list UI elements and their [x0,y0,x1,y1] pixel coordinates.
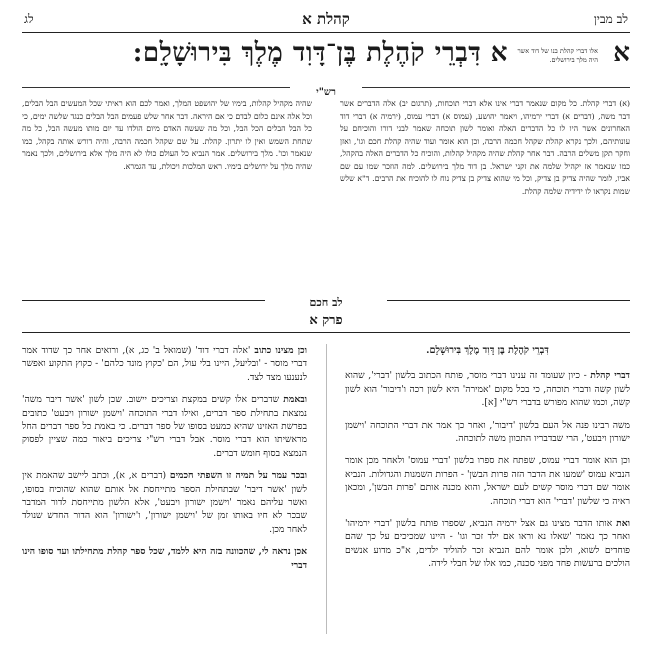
paragraph-lead: ובאמת [283,394,307,406]
column-left [22,344,307,642]
paragraph-text: - כיון שעומד זה ענינו דברי מוסר, פותח הכתוב בלשון 'דברי', שהוא לשון קשה ודברי תוכחה, כי בכל מקום 'אמירה' היא לשון רכה ו'דיבור' הוא לשון קשה, וכמו שהוא מפורש בדברי רש"י [א]. [345,370,630,409]
ornament-rule-left [22,300,265,301]
verse-quote: דִּבְרֵי קֹהֶלֶת בֶּן דָּוִד מֶלֶךְ בִּירוּשָׁלָם. [426,345,549,356]
paragraph [22,545,307,572]
paragraph [22,469,307,536]
paragraph-lead: דברי קהלת [590,370,630,382]
chapter-heading: פרק א [309,313,343,328]
rashi-text-left: שהיה מקהיל קהלות, בימיו של יהושפט המלך, ואמר לכם הוא ראיתי שכל המעשים הבל הבלים, וכל אלה אינם כלום לבדם כי אם היראה. דבר אחר שלש פעמים הבל הבלים כנגד שלשה ימים, כי כל הבל הבלים הכל הבל, וכל מה שעשה האדם מיום הולדו עד יום מותו מעשה הבל, כל מה שתחת השמש ואין לו יתרון. קהלת. על שם שקהל חכמה הרבה, והיה דורש אותה בקהל, כמו שנאמר וכו'. מלך בירושלים. אמר הנביא כל העולם כולו לא היה מלך אלא בירושלים, ולכך נאמר שהיה מלך על ירושלים בימיו. ראש המלכות ויכולת, עד הגמרא. [22,99,312,171]
paragraph-lead: אכן נראה לי, שהכוונה בזה היא ללמד, שכל ספר קהלת מתחילתו ועד סופו הינו דברי [22,546,307,571]
ornament-rule-right [387,300,630,301]
paragraph: וכן הוא אומר דברי עמוס, שפתח את ספרו בלשון 'דברי עמוס' ולאחר מכן אומר הנביא עמוס 'שמעו את הדבר הזה פרות הבשן' - הפרות השמנות והגדולות. הנביא אומר שם דברי מוסר קשים לעם ישראל, והוא מכנה אותם 'פרות הבשן', ומכאן ראיה כי שלשון 'דברי' הוא דברי תוכחה. [345,455,630,507]
ornament-label: לב חכם [309,296,343,309]
rashi-label: רש"י [310,87,342,98]
paragraph-text: (דברים א, א), וכתב ליישב שהאמת אין לשון 'אשר דיבר' שבתחילת הספר מתייחסת אל אותם שהוא שהוכיח בסופו, ואשר עליהם נאמר 'וישמן ישורון ויבעט', אלא הלשון מתייחסת לדור המדבר שבכר לא חיו באותו זמן של 'וישמן ישורון', ו'ישורון' הוא הדור החדש שנולד לאחר מכן. [22,470,307,535]
verse-title: א דִּבְרֵי קֹהֶלֶת בֶּן־דָּוִד מֶלֶךְ בִּירוּשָׁלִָם: [132,38,508,68]
rashi-column-left [22,98,312,284]
rashi-heading [22,80,630,98]
paragraph [22,393,307,460]
column-divider [326,344,327,634]
paragraph-lead: ואת [616,518,630,530]
paragraph [345,517,630,571]
chapter-rule [22,332,630,333]
running-head [22,10,630,32]
running-head-book: קהלת א [302,10,350,28]
rashi-column-right [340,98,630,284]
paragraph-lead: וכן מצינו כתוב [254,345,307,356]
paragraph-text: אותו הדבר מצינו גם אצל ירמיה הנביא, שספרו פותח בלשון 'דברי ירמיהו' ואחר כך נאמר 'שאלו נא וראו אם ילד זכר וגו' - היינו שמכיכים על כך שהם פוחדים לשוא, ולכן אומר להם הנביא זכר להוליד ילדים, א"כ מדוע אנשים הולכים ברעשות פחד מפני סכנה, כמו אלו של חבלי לידה. [345,518,630,570]
rashi-rule-left [22,87,290,88]
targum-note: אלו דברי קהלת בנו של דוד אשר היה מלך בירושלים. [517,47,598,64]
chapter-letter: א [613,38,630,68]
page [22,10,630,642]
page-number: לג [24,12,34,26]
paragraph-text: 'אלה דברי דוד' (שמואל ב' כג, א), ורואים אחר כך שדוד אמר דברי מוסר - 'ובליעל, היינו בלי עול, הם 'כקוץ מונד כלהם' - כקוץ התקוע ואפשר לנענעו מצד לצד. [22,345,307,383]
rashi-commentary [22,98,630,284]
paragraph-text: שדברים אלו קשים במקצת וצריכים יישוב. שכן לשון 'אשר דיבר משה' נמצאת בתחילת ספר דברים, ואילו דברי התוכחה 'וישמן ישורון ויבעט' כתובים בפרשת האזינו שהיא כמעט בסופו של ספר דברים. כי באמת כל ספר דברים החל מראשיתו הוא דברי מוסר. אבל דברי רש"י צריכים ביאור כמה שציין לפסוק הנמצא בסוף חומש דברים. [22,394,307,459]
paragraph [345,369,630,409]
header-rule [22,32,630,33]
title-row [22,38,630,78]
section-ornament [22,291,630,309]
rashi-text-right: (א) דברי קהלת. כל מקום שנאמר דברי אינו אלא דברי תוכחות, (תרגום יב) אלה הדברים אשר דבר משה, (דברים א) דברי ירמיהו, ויאמר יהושע, (עמוס א) דברי עמוס, (ירמיה א) דברי דוד האחרונים אשר היו לו כל הדברים האלה ואומר לשון תוכחה שאמר לבני דורו והוכיחם על עונותיהם, ולכך נקרא קהלת שקהל חכמה הרבה, וכן הוא אומר ועוד שהיה קהלת חכם וגו', ואזן וחקר תקן משלים הרבה. דבר אחר קהלת שהיה מקהיל קהלות, והוכיח כל הדברים האלה בהקהל, כמו שנאמר אז יקהיל שלמה את זקני ישראל. בן דוד מלך בירושלים. למה הוזכר שמו עם שם אביו, לומר שהיה צדיק בן צדיק, וכל מי שהוא צדיק בן צדיק נוח לו להוכיח את הרבים. ד"א שלש שמות נקראו לו ידידיה שלמה קהלת. [340,99,630,196]
paragraph [22,344,307,384]
paragraph-lead: ובכר עמר על תמיה זו השפתי חכמים [169,470,307,482]
rashi-rule-right [362,87,630,88]
running-head-right: לב מבין [593,12,628,26]
paragraph: משה רבינו פנה אל העם בלשון 'דיבור', ואחר כך אמר את דברי התוכחה 'וישמן ישורון ויבעט', הרי שבדבריו התכוון משה לתוכחה. [345,419,630,445]
column-right [345,344,630,642]
